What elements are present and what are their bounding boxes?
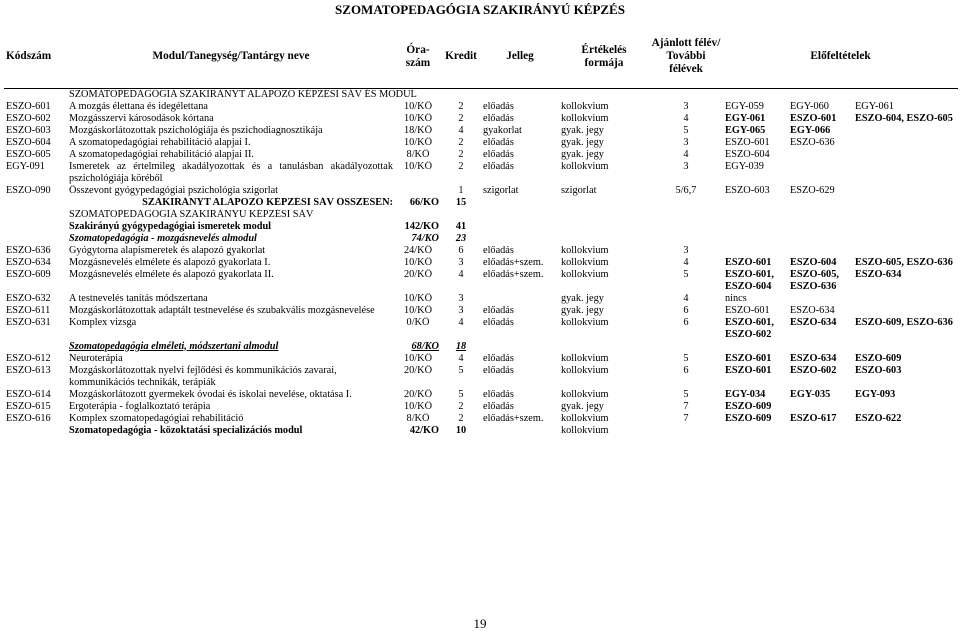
table-cell — [649, 233, 723, 245]
prereq-2 — [788, 293, 853, 305]
course-type — [481, 293, 559, 305]
table-cell — [4, 197, 67, 209]
prereq-3: ESZO-603 — [855, 364, 902, 376]
prereq-3 — [853, 293, 958, 305]
table-cell — [481, 221, 559, 233]
course-name: Komplex szomatopedagógiai rehabilitáció — [69, 412, 244, 424]
header-code: Kódszám — [6, 50, 52, 63]
course-hours: 10/KÖ — [403, 160, 433, 172]
prereq-1: ESZO-601 — [725, 256, 772, 268]
module-hours: 68/KÖ — [411, 340, 439, 352]
course-row — [4, 293, 958, 305]
course-type: előadás — [483, 388, 514, 400]
course-semester: 5 — [683, 352, 689, 364]
prereq-2: ESZO-629 — [790, 184, 835, 196]
table-cell — [723, 197, 788, 209]
course-eval: gyak. jegy — [561, 148, 604, 160]
course-code: ESZO-632 — [6, 292, 51, 304]
course-semester: 3 — [683, 244, 689, 256]
course-eval: kollokvium — [561, 352, 609, 364]
course-type: előadás — [483, 400, 514, 412]
prereq-2: ESZO-605, ESZO-636 — [790, 268, 839, 292]
prereq-3: ESZO-605, ESZO-636 — [855, 256, 953, 268]
table-cell — [4, 341, 67, 353]
course-code: ESZO-613 — [6, 364, 51, 376]
course-credit: 3 — [458, 256, 464, 268]
course-credit: 2 — [458, 100, 464, 112]
course-hours: 10/KÖ — [403, 100, 433, 112]
section-title: SZOMATOPEDAGÓGIA SZAKIRÁNYT ALAPOZÓ KÉPZÉSI SÁV ÉS MODUL — [69, 88, 417, 100]
prereq-3 — [853, 161, 958, 185]
table-cell — [723, 233, 788, 245]
course-type: előadás — [483, 100, 514, 112]
prereq-3: ESZO-634 — [855, 268, 902, 280]
course-eval: kollokvium — [561, 412, 609, 424]
course-semester: 5 — [683, 388, 689, 400]
course-hours: 10/KÖ — [403, 292, 433, 304]
course-code: ESZO-631 — [6, 316, 51, 328]
course-name: A mozgás élettana és idegélettana — [69, 100, 208, 112]
course-semester: 6 — [683, 304, 689, 316]
course-hours: 10/KÖ — [403, 136, 433, 148]
prereq-3: EGY-093 — [855, 388, 896, 400]
summary-row — [4, 197, 958, 209]
table-cell — [481, 425, 559, 437]
course-row — [4, 317, 958, 341]
course-code: ESZO-605 — [6, 148, 51, 160]
prereq-3 — [853, 245, 958, 257]
prereq-1 — [723, 245, 788, 257]
module-hours: 42/KÖ — [409, 424, 439, 436]
module-hours: 74/KÖ — [411, 232, 439, 244]
course-hours: 20/KÖ — [403, 388, 433, 400]
module-label: Szomatopedagógia - mozgásnevelés almodul — [69, 232, 257, 244]
table-cell — [723, 425, 788, 437]
prereq-3 — [853, 305, 958, 317]
course-eval: kollokvium — [561, 364, 609, 376]
header-eval: Értékelés formája — [581, 43, 627, 69]
prereq-3 — [853, 137, 958, 149]
table-cell — [788, 425, 853, 437]
course-code: ESZO-601 — [6, 100, 51, 112]
prereq-3: ESZO-622 — [855, 412, 902, 424]
course-row — [4, 401, 958, 413]
table-cell — [4, 209, 67, 221]
course-credit: 2 — [458, 148, 464, 160]
course-code: ESZO-090 — [6, 184, 51, 196]
course-credit: 2 — [458, 400, 464, 412]
prereq-1: ESZO-601 — [725, 364, 772, 376]
course-code: ESZO-634 — [6, 256, 51, 268]
course-credit: 5 — [458, 364, 464, 376]
header-module: Modul/Tanegység/Tantárgy neve — [152, 50, 310, 63]
course-type: előadás — [483, 316, 514, 328]
module-credit: 10 — [455, 424, 467, 436]
course-row — [4, 389, 958, 401]
course-credit: 2 — [458, 112, 464, 124]
course-row — [4, 101, 958, 113]
table-cell — [481, 233, 559, 245]
course-type: előadás — [483, 364, 514, 376]
table-cell — [788, 233, 853, 245]
course-row — [4, 113, 958, 125]
course-type: előadás+szem. — [483, 268, 544, 280]
course-eval: szigorlat — [561, 184, 597, 196]
course-row — [4, 185, 958, 197]
course-code: ESZO-609 — [6, 268, 51, 280]
course-hours: 20/KÖ — [403, 268, 433, 280]
section-row — [4, 88, 958, 101]
course-semester: 6 — [683, 316, 689, 328]
course-eval: gyak. jegy — [561, 400, 604, 412]
header-hours: Óra-szám — [405, 43, 431, 69]
course-type: szigorlat — [483, 184, 519, 196]
course-hours: 10/KÖ — [403, 256, 433, 268]
section-title: SZOMATOPEDAGÓGIA SZAKIRÁNYÚ KÉPZÉSI SÁV — [69, 208, 314, 220]
course-row — [4, 137, 958, 149]
course-eval: gyak. jegy — [561, 304, 604, 316]
course-name: Ergoterápia - foglalkoztató terápia — [69, 400, 211, 412]
course-code: ESZO-616 — [6, 412, 51, 424]
module-hours: 142/KÖ — [404, 220, 439, 232]
table-body — [4, 88, 958, 437]
prereq-2: ESZO-636 — [790, 136, 835, 148]
course-row — [4, 125, 958, 137]
course-eval: kollokvium — [561, 256, 609, 268]
course-name: Mozgáskorlátozott gyermekek óvodai és iskolai nevelése, oktatása I. — [69, 388, 352, 400]
course-semester: 5 — [683, 268, 689, 280]
course-name: Mozgásnevelés elmélete és alapozó gyakorlata I. — [69, 256, 271, 268]
prereq-2 — [788, 401, 853, 413]
course-hours — [395, 185, 441, 197]
course-row — [4, 257, 958, 269]
table-cell — [723, 221, 788, 233]
course-eval: kollokvium — [561, 316, 609, 328]
course-semester: 3 — [683, 136, 689, 148]
course-eval: kollokvium — [561, 112, 609, 124]
course-name: Komplex vizsga — [69, 316, 137, 328]
prereq-1: ESZO-601 — [725, 136, 770, 148]
course-type: előadás+szem. — [483, 256, 544, 268]
course-type: előadás — [483, 160, 514, 172]
curriculum-table — [4, 26, 958, 437]
prereq-3: ESZO-609, ESZO-636 — [855, 316, 953, 328]
course-code: EGY-091 — [6, 160, 45, 172]
course-semester: 4 — [683, 256, 689, 268]
table-cell — [788, 221, 853, 233]
course-code: ESZO-604 — [6, 136, 51, 148]
course-type: előadás — [483, 304, 514, 316]
course-name: Mozgáskorlátozottak pszichológiája és pszichodiagnosztikája — [69, 124, 323, 136]
course-credit: 4 — [458, 268, 464, 280]
course-semester: 3 — [683, 160, 689, 172]
section-row — [4, 209, 958, 221]
course-hours: 10/KÖ — [403, 400, 433, 412]
table-cell — [723, 341, 788, 353]
prereq-1: EGY-034 — [725, 388, 766, 400]
course-credit: 2 — [458, 160, 464, 172]
course-code: ESZO-603 — [6, 124, 51, 136]
course-code: ESZO-614 — [6, 388, 51, 400]
prereq-1: EGY-059 — [725, 100, 764, 112]
course-hours: 20/KÖ — [403, 364, 433, 376]
summary-hours: 66/KÖ — [409, 196, 439, 208]
course-hours: 0/KÖ — [406, 316, 430, 328]
course-credit: 6 — [458, 244, 464, 256]
module-credit: 41 — [455, 220, 467, 232]
course-type: előadás — [483, 112, 514, 124]
prereq-2: ESZO-617 — [790, 412, 837, 424]
table-cell — [4, 425, 67, 437]
prereq-1: EGY-061 — [725, 112, 766, 124]
course-semester: 5/6,7 — [675, 184, 697, 196]
module-label: Szomatopedagógia - közoktatási specializációs modul — [69, 424, 303, 436]
course-eval: kollokvium — [561, 160, 609, 172]
prereq-2: ESZO-634 — [790, 316, 837, 328]
course-hours: 10/KÖ — [403, 112, 433, 124]
course-code: ESZO-612 — [6, 352, 51, 364]
prereq-2: ESZO-602 — [790, 364, 837, 376]
course-code: ESZO-636 — [6, 244, 51, 256]
prereq-3: ESZO-609 — [855, 352, 902, 364]
course-eval: kollokvium — [561, 388, 609, 400]
course-code: ESZO-602 — [6, 112, 51, 124]
table-cell — [481, 197, 559, 209]
table-cell — [853, 221, 958, 233]
summary-label: SZAKIRÁNYT ALAPOZÓ KÉPZÉSI SÁV ÖSSZESEN: — [142, 196, 393, 208]
course-type: előadás — [483, 352, 514, 364]
table-cell — [4, 233, 67, 245]
prereq-1: ESZO-601 — [725, 352, 772, 364]
course-semester: 4 — [683, 112, 689, 124]
course-name: A testnevelés tanítás módszertana — [69, 292, 208, 304]
table-cell — [788, 341, 853, 353]
course-type: előadás+szem. — [483, 412, 544, 424]
module-label: Szomatopedagógia elméleti, módszertani almodul — [69, 340, 279, 352]
prereq-3 — [853, 125, 958, 137]
module-eval — [559, 233, 649, 245]
prereq-2: ESZO-634 — [790, 304, 835, 316]
course-name: Mozgáskorlátozottak nyelvi fejlődési és kommunikációs zavarai, kommunikációs technikák, terápiák — [69, 364, 337, 388]
module-eval — [559, 341, 649, 353]
course-semester: 5 — [683, 124, 689, 136]
course-row — [4, 353, 958, 365]
course-semester: 7 — [683, 400, 689, 412]
course-credit: 5 — [458, 388, 464, 400]
course-hours: 10/KÖ — [403, 352, 433, 364]
course-name: Ismeretek az értelmileg akadályozottak és a tanulásban akadályozottak pszichológiája köréből — [69, 160, 393, 184]
module-eval — [559, 221, 649, 233]
course-type: előadás — [483, 244, 514, 256]
course-hours: 24/KÖ — [403, 244, 433, 256]
course-credit: 4 — [458, 316, 464, 328]
course-hours: 10/KÖ — [403, 304, 433, 316]
prereq-1: ESZO-601, ESZO-602 — [725, 316, 774, 340]
course-name: A szomatopedagógiai rehabilitáció alapjai I. — [69, 136, 251, 148]
course-semester: 6 — [683, 364, 689, 376]
course-type: előadás — [483, 148, 514, 160]
course-row — [4, 305, 958, 317]
module-label: Szakirányú gyógypedagógiai ismeretek modul — [69, 220, 272, 232]
prereq-2: ESZO-604 — [790, 256, 837, 268]
course-credit: 4 — [458, 352, 464, 364]
prereq-3 — [853, 401, 958, 413]
course-type: gyakorlat — [483, 124, 522, 136]
page-number: 19 — [473, 616, 487, 631]
course-credit: 4 — [458, 124, 464, 136]
prereq-2: EGY-060 — [790, 100, 829, 112]
table-cell — [788, 197, 853, 209]
course-name: Mozgásnevelés elmélete és alapozó gyakorlata II. — [69, 268, 274, 280]
module-row — [4, 341, 958, 353]
prereq-3 — [853, 149, 958, 161]
header-semester: Ajánlott félév/ További félévek — [651, 37, 721, 76]
table-cell — [559, 197, 649, 209]
prereq-1: EGY-065 — [725, 124, 766, 136]
prereq-1: ESZO-609 — [725, 412, 772, 424]
prereq-2 — [788, 149, 853, 161]
module-eval: kollokvium — [561, 424, 609, 436]
prereq-2: EGY-035 — [790, 388, 831, 400]
course-row — [4, 161, 958, 185]
table-cell — [649, 425, 723, 437]
module-row — [4, 221, 958, 233]
course-code: ESZO-615 — [6, 400, 51, 412]
course-name: Összevont gyógypedagógiai pszichológia szigorlat — [69, 184, 279, 196]
course-eval: kollokvium — [561, 244, 609, 256]
course-hours: 8/KÖ — [406, 412, 430, 424]
course-name: Neuroterápia — [69, 352, 123, 364]
header-type: Jelleg — [506, 50, 534, 63]
prereq-3 — [853, 185, 958, 197]
course-name: Gyógytorna alapismeretek és alapozó gyakorlat — [69, 244, 266, 256]
prereq-1: ESZO-601 — [725, 304, 770, 316]
course-credit: 3 — [458, 304, 464, 316]
module-credit: 23 — [455, 232, 467, 244]
course-eval: kollokvium — [561, 100, 609, 112]
prereq-1: nincs — [725, 292, 747, 304]
prereq-2: ESZO-634 — [790, 352, 837, 364]
document-title: SZOMATOPEDAGÓGIA SZAKIRÁNYÚ KÉPZÉS — [335, 2, 625, 17]
course-code: ESZO-611 — [6, 304, 51, 316]
course-credit: 2 — [458, 136, 464, 148]
table-cell — [853, 341, 958, 353]
prereq-1: ESZO-604 — [725, 148, 770, 160]
course-hours: 18/KÖ — [403, 124, 433, 136]
course-eval: gyak. jegy — [561, 136, 604, 148]
header-credit: Kredit — [445, 50, 477, 63]
table-cell — [853, 197, 958, 209]
course-row — [4, 149, 958, 161]
header-prereq: Előfeltételek — [810, 50, 871, 63]
course-credit: 2 — [458, 412, 464, 424]
course-row — [4, 365, 958, 389]
prereq-1: ESZO-609 — [725, 400, 772, 412]
table-cell — [649, 221, 723, 233]
course-name: A szomatopedagógiai rehabilitáció alapjai II. — [69, 148, 254, 160]
module-row — [4, 425, 958, 437]
table-cell — [649, 197, 723, 209]
course-eval: kollokvium — [561, 268, 609, 280]
prereq-2: EGY-066 — [790, 124, 831, 136]
course-credit: 3 — [458, 292, 464, 304]
module-row — [4, 233, 958, 245]
course-row — [4, 245, 958, 257]
course-row — [4, 269, 958, 293]
table-cell — [853, 233, 958, 245]
module-credit: 18 — [455, 340, 467, 352]
table-cell — [481, 341, 559, 353]
prereq-3: ESZO-604, ESZO-605 — [855, 112, 953, 124]
prereq-2: ESZO-601 — [790, 112, 837, 124]
prereq-2 — [788, 161, 853, 185]
prereq-3: EGY-061 — [855, 100, 894, 112]
course-semester: 4 — [683, 148, 689, 160]
course-semester: 4 — [683, 292, 689, 304]
table-cell — [853, 425, 958, 437]
summary-credit: 15 — [455, 196, 467, 208]
prereq-2 — [788, 245, 853, 257]
course-eval: gyak. jegy — [561, 292, 604, 304]
prereq-1: ESZO-603 — [725, 184, 770, 196]
table-cell — [4, 221, 67, 233]
course-hours: 8/KÖ — [406, 148, 430, 160]
course-type: előadás — [483, 136, 514, 148]
course-name: Mozgáskorlátozottak adaptált testnevelése és szubakvális mozgásnevelése — [69, 304, 375, 316]
course-name: Mozgásszervi károsodások kórtana — [69, 112, 214, 124]
course-credit: 1 — [458, 184, 464, 196]
course-row — [4, 413, 958, 425]
table-cell — [649, 341, 723, 353]
table-cell — [4, 88, 67, 101]
prereq-1: ESZO-601, ESZO-604 — [725, 268, 774, 292]
prereq-1: EGY-039 — [725, 160, 764, 172]
course-semester: 3 — [683, 100, 689, 112]
course-eval: gyak. jegy — [561, 124, 604, 136]
course-semester: 7 — [683, 412, 689, 424]
